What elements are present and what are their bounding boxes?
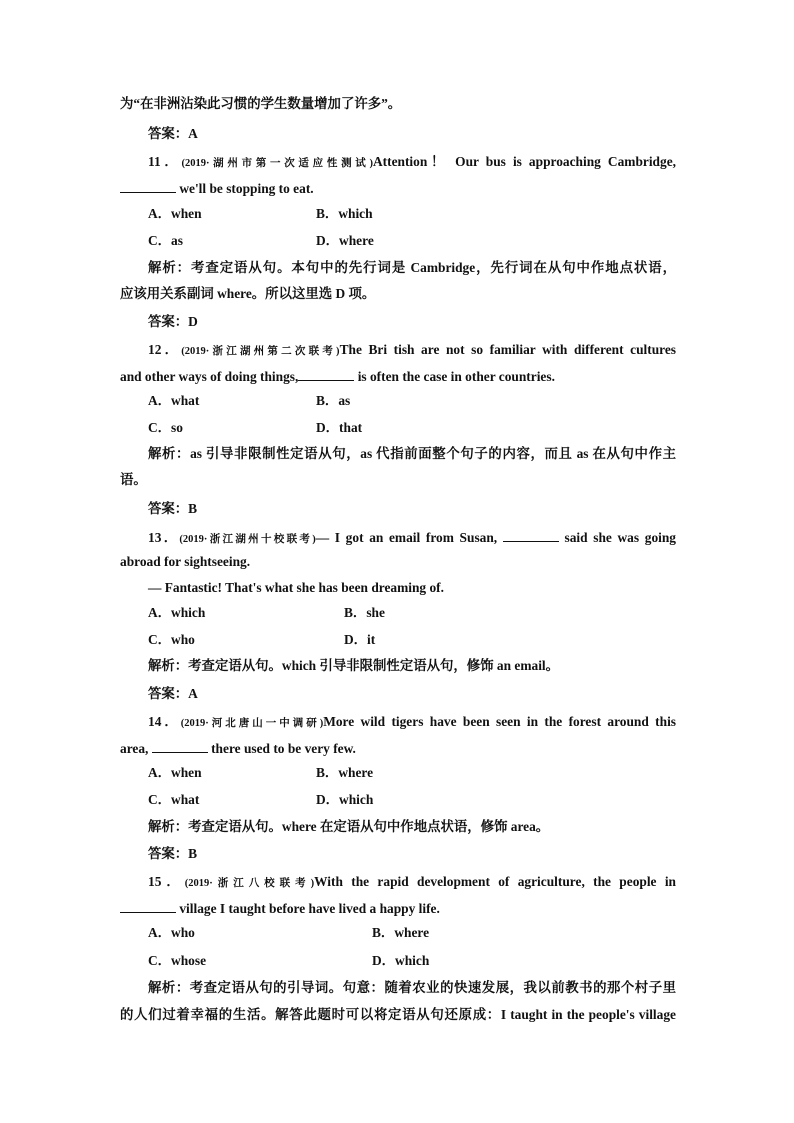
answer-blank — [298, 367, 354, 381]
question-stem: With the rapid development of agriculture, the people in — [314, 874, 676, 889]
question-number: 15． — [148, 874, 185, 889]
answer-blank — [120, 179, 176, 193]
question-11 — [148, 153, 676, 173]
question-stem: and other ways of doing things, — [120, 369, 299, 384]
option-d: D．that — [316, 420, 363, 435]
option-d: D．which — [316, 792, 374, 807]
question-source: (2019·湖州市第一次适应性测试) — [181, 158, 373, 169]
option-b: B．where — [316, 765, 374, 780]
answer-line: 答案：B — [148, 846, 198, 861]
option-a: A．when — [148, 206, 202, 221]
answer-line: 答案：B — [148, 501, 198, 516]
explanation-line: 的人们过着幸福的生活。解答此题时可以将定语从句还原成：I taught in the people's village — [120, 1007, 676, 1022]
question-14 — [148, 713, 676, 733]
question-13-reply: — Fantastic! That's what she has been dreaming of. — [148, 580, 444, 595]
question-stem: — I got an email from Susan, — [315, 530, 498, 545]
question-15 — [148, 873, 676, 893]
question-13-cont: abroad for sightseeing. — [120, 554, 251, 569]
explanation-line: 解析：考查定语从句。本句中的先行词是 Cambridge，先行词在从句中作地点状语， — [148, 260, 676, 275]
option-d: D．which — [372, 953, 430, 968]
question-source: (2019·浙江湖州十校联考) — [179, 534, 316, 545]
answer-line: 答案：A — [148, 126, 198, 141]
question-12 — [148, 341, 676, 361]
option-b: B．which — [316, 206, 373, 221]
question-source: (2019·浙江八校联考) — [184, 878, 315, 889]
explanation-line: 语。 — [120, 472, 147, 487]
question-number: 12． — [148, 342, 182, 357]
explanation-line: 解析：考查定语从句。which 引导非限制性定语从句，修饰 an email。 — [148, 658, 560, 673]
option-c: C．whose — [148, 953, 207, 968]
explanation-line: 解析：as 引导非限制性定语从句，as 代指前面整个句子的内容，而且 as 在从句中作主 — [148, 446, 676, 461]
question-stem: The Bri tish are not so familiar with different cultures — [339, 342, 676, 357]
explanation-line: 解析：考查定语从句。where 在定语从句中作地点状语，修饰 area。 — [148, 819, 550, 834]
option-c: C．who — [148, 632, 195, 647]
option-b: B．she — [344, 605, 385, 620]
answer-line: 答案：A — [148, 686, 198, 701]
question-stem: said she was going — [558, 530, 676, 545]
question-15-cont — [120, 899, 676, 918]
answer-line: 答案：D — [148, 314, 198, 329]
answer-blank — [120, 899, 176, 913]
option-c: C．so — [148, 420, 183, 435]
question-source: (2019·河北唐山一中调研) — [180, 718, 324, 729]
option-a: A．when — [148, 765, 202, 780]
option-b: B．as — [316, 393, 351, 408]
explanation-line: 应该用关系副词 where。所以这里选 D 项。 — [120, 286, 376, 301]
question-source: (2019·浙江湖州第二次联考) — [181, 346, 340, 357]
option-d: D．where — [316, 233, 374, 248]
text-line: 为“在非洲沾染此习惯的学生数量增加了许多”。 — [120, 96, 402, 111]
option-a: A．which — [148, 605, 206, 620]
question-14-cont — [120, 739, 676, 758]
question-13 — [148, 528, 676, 549]
question-stem: area, — [120, 741, 149, 756]
option-a: A．what — [148, 393, 200, 408]
question-number: 13． — [148, 530, 180, 545]
question-11-cont — [120, 179, 676, 198]
question-stem: we'll be stopping to eat. — [176, 181, 314, 196]
option-c: C．what — [148, 792, 200, 807]
question-12-cont — [120, 367, 676, 386]
question-number: 11． — [148, 154, 182, 169]
answer-blank — [152, 739, 208, 753]
explanation-line: 解析：考查定语从句的引导词。句意：随着农业的快速发展，我以前教书的那个村子里 — [148, 980, 676, 995]
question-stem: Attention！ Our bus is approaching Cambridge, — [372, 154, 676, 169]
question-number: 14． — [148, 714, 181, 729]
option-b: B．where — [372, 925, 430, 940]
question-stem: is often the case in other countries. — [354, 369, 555, 384]
question-stem: More wild tigers have been seen in the forest around this — [323, 714, 677, 729]
option-a: A．who — [148, 925, 195, 940]
option-c: C．as — [148, 233, 183, 248]
question-stem: there used to be very few. — [207, 741, 356, 756]
answer-blank — [503, 528, 559, 542]
question-stem: village I taught before have lived a happy life. — [176, 901, 440, 916]
option-d: D．it — [344, 632, 376, 647]
